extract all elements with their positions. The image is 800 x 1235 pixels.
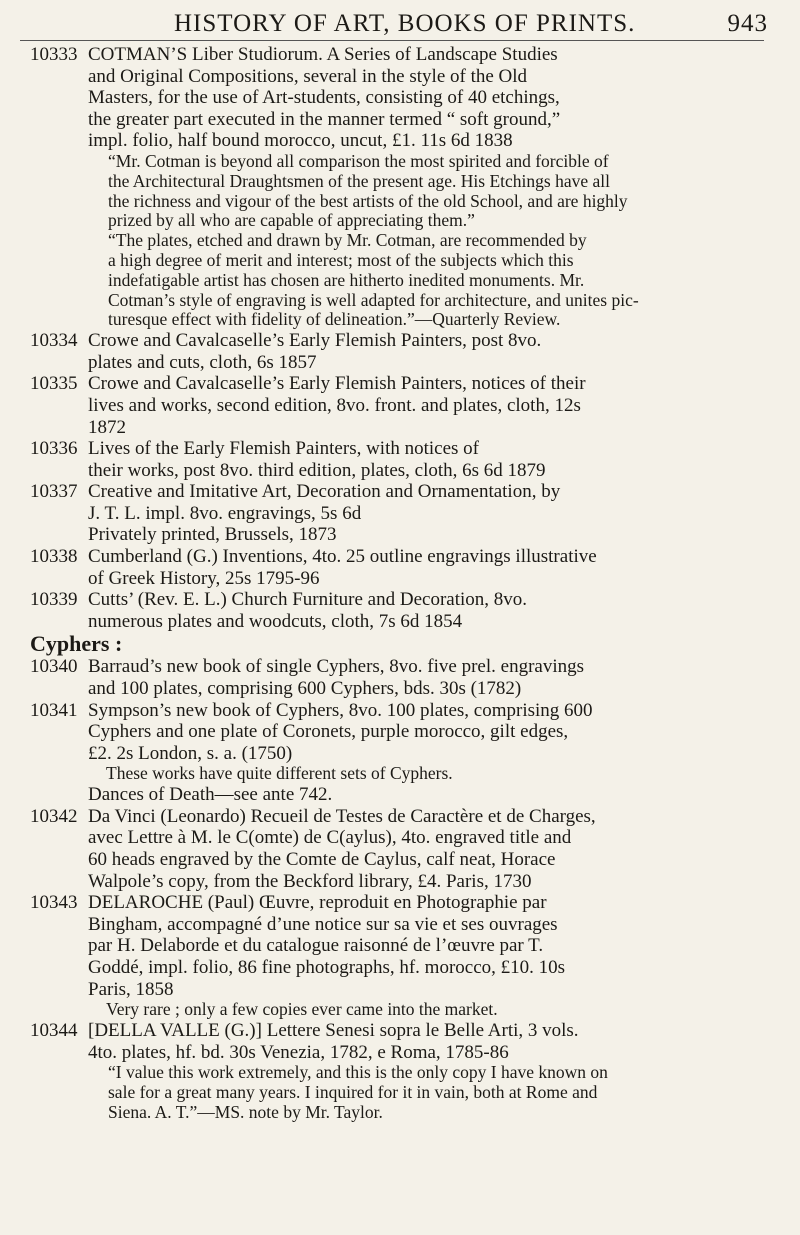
entry-line: Lives of the Early Flemish Painters, with notices of [88, 438, 480, 460]
catalogue-entry [0, 656, 800, 699]
quotation-line: turesque effect with fidelity of delineation.”—Quarterly Review. [108, 309, 561, 330]
catalogue-entry [0, 481, 800, 546]
lot-number: 10342 [30, 805, 78, 827]
quotation-line: “The plates, etched and drawn by Mr. Cotman, are recommended by [108, 230, 587, 251]
entry-line: £2. 2s London, s. a. (1750) [88, 742, 293, 764]
header-rule [20, 40, 764, 41]
quotation-line: sale for a great many years. I inquired for it in vain, both at Rome and [108, 1081, 598, 1102]
running-head-title: HISTORY OF ART, BOOKS OF PRINTS. [174, 10, 636, 37]
entry-line: J. T. L. impl. 8vo. engravings, 5s 6d [88, 502, 362, 524]
catalogue-entry [0, 700, 800, 785]
entry-line: the greater part executed in the manner termed “ soft ground,” [88, 108, 561, 130]
entry-line: plates and cuts, cloth, 6s 1857 [88, 351, 317, 373]
quotation-line: Cotman’s style of engraving is well adapted for architecture, and unites pic- [108, 289, 639, 310]
lot-number: 10335 [30, 373, 78, 395]
quotation-line: a high degree of merit and interest; most of the subjects which this [108, 249, 574, 270]
entry-line: DELAROCHE (Paul) Œuvre, reproduit en Photographie par [88, 892, 547, 914]
running-head [0, 10, 800, 40]
entry-line: Cumberland (G.) Inventions, 4to. 25 outline engravings illustrative [88, 546, 597, 568]
entry-line: numerous plates and woodcuts, cloth, 7s 6d 1854 [88, 610, 463, 632]
entry-line: their works, post 8vo. third edition, plates, cloth, 6s 6d 1879 [88, 459, 546, 481]
entry-line: Goddé, impl. folio, 86 fine photographs, hf. morocco, £10. 10s [88, 956, 566, 978]
entry-line: Bingham, accompagné d’une notice sur sa vie et ses ouvrages [88, 913, 558, 935]
catalogue-entry [0, 546, 800, 589]
lot-number: 10339 [30, 589, 78, 611]
entry-line: Masters, for the use of Art-students, consisting of 40 etchings, [88, 87, 560, 109]
lot-number: 10343 [30, 892, 78, 914]
quotation-line: the richness and vigour of the best artists of the old School, and are highly [108, 190, 628, 211]
quotation-line: indefatigable artist has chosen are hitherto inedited monuments. Mr. [108, 269, 585, 290]
page-number: 943 [727, 10, 768, 37]
catalogue-entry [0, 589, 800, 632]
entry-note: These works have quite different sets of Cyphers. [106, 763, 453, 784]
entry-line: 4to. plates, hf. bd. 30s Venezia, 1782, e Roma, 1785-86 [88, 1041, 509, 1063]
entry-line: Cyphers and one plate of Coronets, purple morocco, gilt edges, [88, 721, 569, 743]
quotation-line: Siena. A. T.”—MS. note by Mr. Taylor. [108, 1101, 383, 1122]
entry-line: lives and works, second edition, 8vo. front. and plates, cloth, 12s [88, 394, 581, 416]
lot-number: 10336 [30, 438, 78, 460]
lot-number: 10344 [30, 1019, 78, 1041]
catalogue-entry [0, 438, 800, 481]
entry-line: Crowe and Cavalcaselle’s Early Flemish Painters, post 8vo. [88, 330, 542, 352]
quotation-line: “I value this work extremely, and this is the only copy I have known on [108, 1062, 608, 1083]
lot-number: 10337 [30, 481, 78, 503]
catalogue-entry [0, 1020, 800, 1123]
quotation-line: the Architectural Draughtsmen of the present age. His Etchings have all [108, 170, 610, 191]
entry-line: 60 heads engraved by the Comte de Caylus, calf neat, Horace [88, 849, 556, 870]
lot-number: 10333 [30, 44, 78, 65]
entry-line: of Greek History, 25s 1795-96 [88, 567, 320, 589]
lot-number: 10334 [30, 330, 78, 352]
entry-line: Da Vinci (Leonardo) Recueil de Testes de Caractère et de Charges, [88, 805, 596, 827]
entry-line: Privately printed, Brussels, 1873 [88, 524, 337, 546]
lot-number: 10340 [30, 656, 78, 678]
entry-line: avec Lettre à M. le C(omte) de C(aylus), 4to. engraved title and [88, 827, 572, 849]
catalogue-entry [0, 373, 800, 438]
quotation-line: prized by all who are capable of appreciating them.” [108, 210, 475, 231]
entry-line: Sympson’s new book of Cyphers, 8vo. 100 plates, comprising 600 [88, 699, 593, 721]
entry-line: and 100 plates, comprising 600 Cyphers, bds. 30s (1782) [88, 678, 522, 700]
quotation-line: “Mr. Cotman is beyond all comparison the most spirited and forcible of [108, 150, 609, 171]
entry-line: par H. Delaborde et du catalogue raisonné de l’œuvre par T. [88, 935, 544, 957]
catalogue-entry [0, 806, 800, 892]
entry-line: [DELLA VALLE (G.)] Lettere Senesi sopra le Belle Arti, 3 vols. [88, 1019, 579, 1041]
entry-line: Paris, 1858 [88, 978, 174, 1000]
entry-line: COTMAN’S Liber Studiorum. A Series of Landscape Studies [88, 44, 558, 65]
catalogue-entry [0, 44, 800, 330]
entry-note: Very rare ; only a few copies ever came into the market. [106, 999, 498, 1020]
lot-number: 10341 [30, 699, 78, 721]
entry-line: impl. folio, half bound morocco, uncut, £1. 11s 6d 1838 [88, 130, 513, 152]
catalogue-entry [0, 330, 800, 373]
entry-line: and Original Compositions, several in the style of the Old [88, 65, 528, 87]
entry-line: Crowe and Cavalcaselle’s Early Flemish Painters, notices of their [88, 373, 586, 395]
catalogue-entries [0, 44, 800, 1123]
lot-number: 10338 [30, 546, 78, 568]
section-heading: Cyphers : [30, 631, 123, 657]
entry-line: 1872 [88, 416, 126, 438]
entry-line: Creative and Imitative Art, Decoration and Ornamentation, by [88, 481, 561, 503]
entry-line: Barraud’s new book of single Cyphers, 8vo. five prel. engravings [88, 656, 585, 678]
cross-reference: Dances of Death—see ante 742. [88, 784, 333, 806]
entry-line: Cutts’ (Rev. E. L.) Church Furniture and Decoration, 8vo. [88, 589, 528, 611]
entry-line: Walpole’s copy, from the Beckford library, £4. Paris, 1730 [88, 870, 532, 892]
catalogue-entry [0, 892, 800, 1020]
